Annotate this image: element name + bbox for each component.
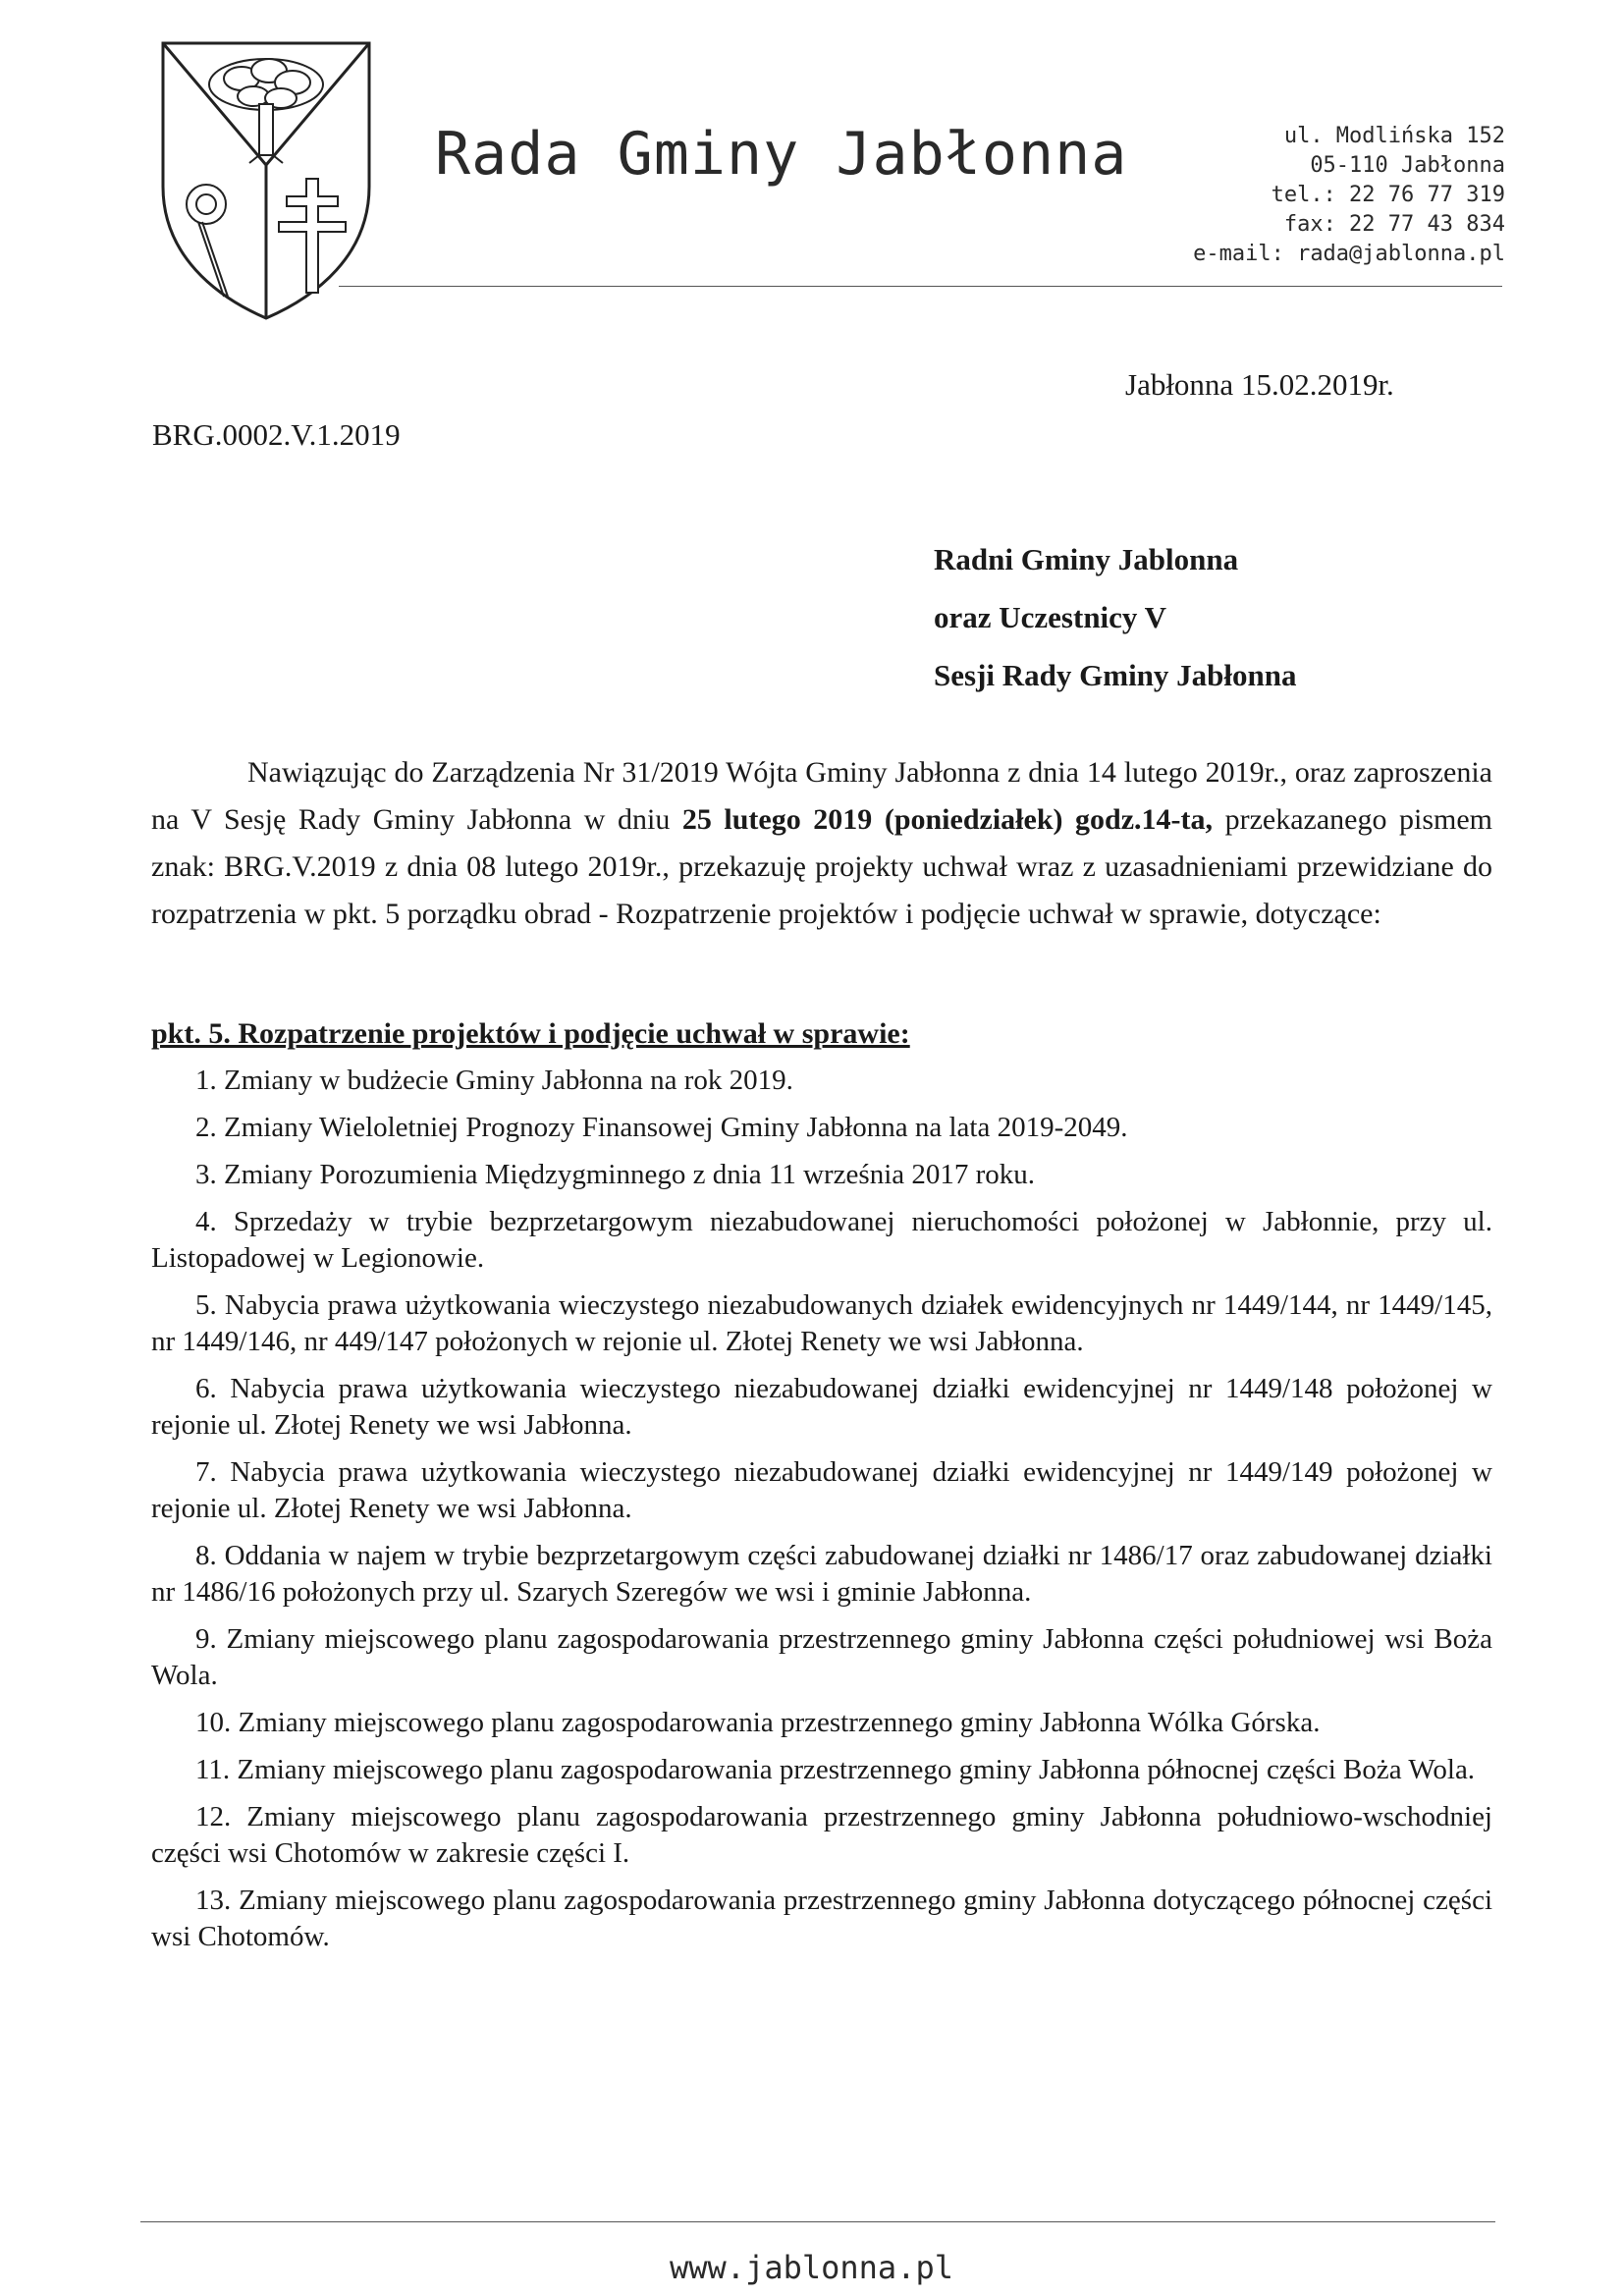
meeting-date-bold: 25 lutego 2019 (poniedziałek) godz.14-ta, [681,803,1214,836]
intro-text-continued: przekazanego pismem znak: BRG.V.2019 z dnia 08 lutego 2019r., przekazuję projekty uchwał wraz z uzasadnieniami przewidziane do rozpatrzenia w pkt. 5 porządku obrad - Rozpatrzenie projektów i podjęcie uchwał w sprawie, dotyczące: [151,803,1492,930]
contact-fax: fax: 22 77 43 834 [1283,212,1505,237]
list-item: 6. Nabycia prawa użytkowania wieczystego niezabudowanej działki ewidencyjnej nr 1449/148 położonej w rejonie ul. Złotej Renety we wsi Jabłonna. [151,1373,1492,1441]
list-item: 2. Zmiany Wieloletniej Prognozy Finansowej Gminy Jabłonna na lata 2019-2049. [195,1112,1128,1143]
addressee-line: Radni Gminy Jablonna [934,542,1239,576]
list-item: 12. Zmiany miejscowego planu zagospodarowania przestrzennego gminy Jabłonna południowo-wschodniej części wsi Chotomów w zakresie części I. [151,1801,1492,1869]
footer-website: www.jablonna.pl [670,2249,953,2286]
letter-date: Jabłonna 15.02.2019r. [1125,367,1394,402]
intro-text: Nawiązując do Zarządzenia Nr 31/2019 Wójta Gminy Jabłonna z dnia 14 lutego 2019r., oraz zaproszenia na V Sesję Rady Gminy Jabłonna w dniu [151,756,1492,836]
list-item: 10. Zmiany miejscowego planu zagospodarowania przestrzennego gminy Jabłonna Wólka Górska. [195,1707,1321,1738]
header-divider [339,286,1502,287]
addressee-block [934,530,1297,704]
resolution-list [151,1063,1492,1966]
list-item: 3. Zmiany Porozumienia Międzygminnego z dnia 11 września 2017 roku. [195,1159,1036,1190]
intro-paragraph [151,749,1492,938]
contact-address: ul. Modlińska 152 [1283,124,1505,148]
list-item: 8. Oddania w najem w trybie bezprzetargowym części zabudowanej działki nr 1486/17 oraz zabudowanej działki nr 1486/16 położonych przy ul. Szarych Szeregów we wsi i gminie Jabłonna. [151,1540,1492,1608]
list-item: 5. Nabycia prawa użytkowania wieczystego niezabudowanych działek ewidencyjnych nr 1449/144, nr 1449/145, nr 1449/146, nr 449/147 położonych w rejonie ul. Złotej Renety we wsi Jabłonna. [151,1289,1492,1357]
coat-of-arms-logo [159,39,373,322]
contact-info [1193,122,1505,269]
addressee-line: Sesji Rady Gminy Jabłonna [934,658,1297,692]
addressee-line: oraz Uczestnicy V [934,600,1167,634]
list-item: 11. Zmiany miejscowego planu zagospodarowania przestrzennego gminy Jabłonna północnej części Boża Wola. [195,1754,1476,1785]
footer-divider [140,2221,1495,2222]
list-item: 4. Sprzedaży w trybie bezprzetargowym niezabudowanej nieruchomości położonej w Jabłonnie, przy ul. Listopadowej w Legionowie. [151,1206,1492,1274]
list-item: 13. Zmiany miejscowego planu zagospodarowania przestrzennego gminy Jabłonna dotyczącego północnej części wsi Chotomów. [151,1885,1492,1952]
reference-number: BRG.0002.V.1.2019 [152,417,401,452]
contact-phone: tel.: 22 76 77 319 [1271,183,1505,207]
contact-postal-code: 05-110 Jabłonna [1310,153,1505,178]
list-item: 1. Zmiany w budżecie Gminy Jabłonna na rok 2019. [195,1065,793,1096]
list-item: 9. Zmiany miejscowego planu zagospodarowania przestrzennego gminy Jabłonna części południowej wsi Boża Wola. [151,1623,1492,1691]
section-title: pkt. 5. Rozpatrzenie projektów i podjęcie uchwał w sprawie: [151,1017,910,1050]
contact-email: e-mail: rada@jablonna.pl [1193,242,1505,266]
list-item: 7. Nabycia prawa użytkowania wieczystego niezabudowanej działki ewidencyjnej nr 1449/149 położonej w rejonie ul. Złotej Renety we wsi Jabłonna. [151,1456,1492,1524]
organization-name: Rada Gminy Jabłonna [435,120,1128,189]
